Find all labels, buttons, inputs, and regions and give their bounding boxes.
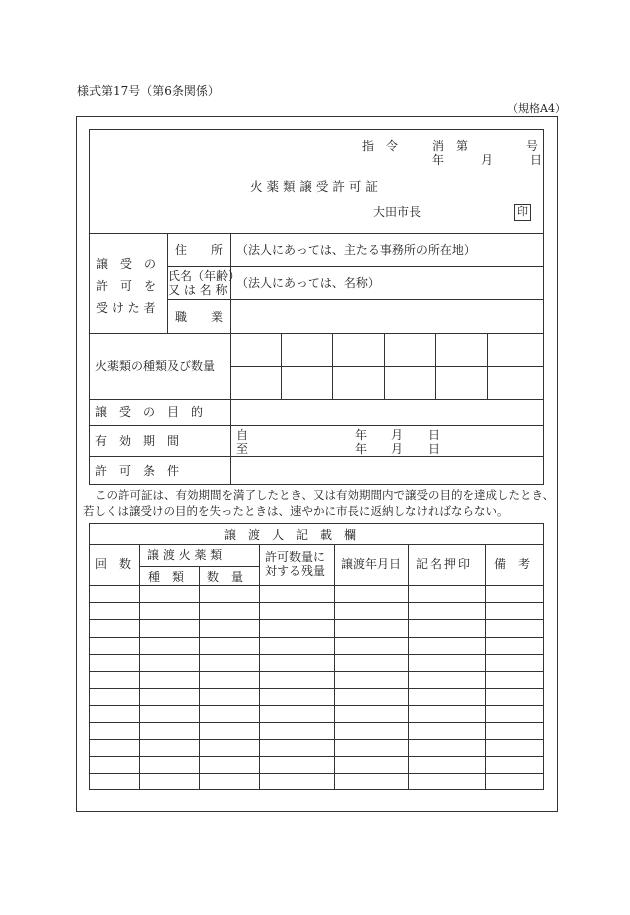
size-note: （規格A4）	[507, 102, 566, 115]
table-row	[89, 619, 544, 620]
issuer: 大田市長	[373, 205, 422, 219]
table-row	[89, 722, 544, 723]
validity-label: 有 効 期 間	[95, 434, 180, 448]
validity-from: 自	[236, 428, 249, 442]
table-row	[89, 773, 544, 774]
address-label: 住 所	[175, 243, 224, 257]
notice-line-2: 若しくは譲受けの目的を失ったときは、速やかに市長に返納しなければならない。	[83, 504, 509, 518]
table-row	[89, 602, 544, 603]
validity-from-day: 日	[428, 428, 441, 442]
validity-to-month: 月	[391, 442, 404, 456]
transfer-table-title: 譲 渡 人 記 載 欄	[224, 528, 357, 542]
col-type: 種 類	[148, 570, 185, 584]
table-row	[89, 637, 544, 638]
name-note: （法人にあっては、名称）	[236, 276, 380, 290]
col-count: 回 数	[95, 557, 132, 571]
col-remarks: 備 考	[494, 557, 531, 571]
col-qty: 数 量	[207, 570, 244, 584]
col-sign: 記名押印	[416, 557, 473, 571]
form-label: 様式第17号（第6条関係）	[77, 84, 220, 98]
col-remaining-1: 許可数量に	[265, 550, 326, 564]
name-label-1: 氏名（年齢）	[168, 269, 241, 283]
validity-to: 至	[236, 442, 249, 456]
directive-label: 指 令	[362, 139, 399, 153]
occupation-label: 職 業	[175, 310, 224, 324]
recipient-label-3: 受 け た 者	[96, 301, 156, 315]
table-row	[89, 671, 544, 672]
office-label: 消 第	[432, 139, 469, 153]
explosives-label: 火薬類の種類及び数量	[95, 359, 216, 373]
validity-to-day: 日	[428, 442, 441, 456]
validity-to-year: 年	[355, 442, 368, 456]
validity-from-year: 年	[355, 428, 368, 442]
header-day: 日	[530, 153, 543, 167]
table-row	[89, 705, 544, 706]
table-row	[89, 756, 544, 757]
notice-line-1: この許可証は、有効期間を満了したとき、又は有効期間内で譲受の目的を達成したとき、	[95, 488, 555, 502]
address-note: （法人にあっては、主たる事務所の所在地）	[236, 243, 476, 257]
col-date: 譲渡年月日	[341, 557, 402, 571]
table-row	[89, 739, 544, 740]
col-remaining-2: 対する残量	[265, 564, 326, 578]
header-month: 月	[481, 153, 494, 167]
seal-stamp: 印	[514, 204, 531, 221]
recipient-label-1: 譲 受 の	[96, 257, 157, 271]
number-suffix: 号	[526, 139, 539, 153]
recipient-label-2: 許 可 を	[96, 279, 157, 293]
condition-label: 許 可 条 件	[95, 464, 180, 478]
validity-from-month: 月	[391, 428, 404, 442]
name-label-2: 又 は 名 称	[168, 283, 228, 297]
permit-title: 火 薬 類 譲 受 許 可 証	[250, 179, 378, 194]
col-explosive: 譲 渡 火 薬 類	[147, 548, 223, 562]
purpose-label: 譲 受 の 目 的	[95, 405, 204, 419]
table-row	[89, 654, 544, 655]
header-year: 年	[432, 153, 445, 167]
table-row	[89, 688, 544, 689]
table-row	[89, 585, 544, 586]
